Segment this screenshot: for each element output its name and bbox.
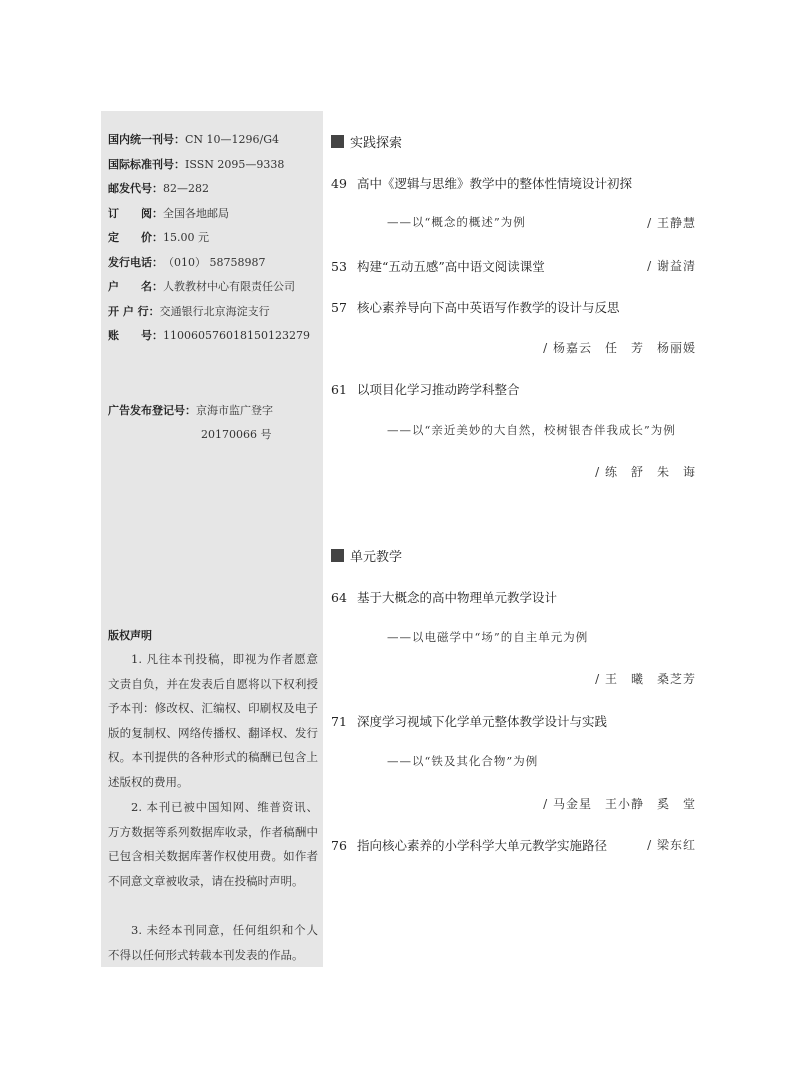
toc-subtitle: ——以“铁及其化合物”为例 — [387, 754, 539, 768]
toc-entry[interactable]: 49 高中《逻辑与思维》教学中的整体性情境设计初探 — [331, 176, 633, 191]
info-price: 定 价：15.00 元 — [108, 231, 209, 244]
copyright-paragraph-3: 3. 未经本刊同意，任何组织和个人不得以任何形式转载本刊发表的作品。 — [108, 923, 318, 962]
info-ad-registration-number: 20170066 号 — [201, 428, 272, 441]
toc-author: / 杨嘉云 任 芳 杨丽媛 — [543, 341, 696, 355]
toc-entry[interactable]: 71 深度学习视域下化学单元整体教学设计与实践 — [331, 714, 608, 729]
toc-entry[interactable]: 57 核心素养导向下高中英语写作教学的设计与反思 — [331, 300, 620, 315]
info-cn-number: 国内统一刊号：CN 10—1296/G4 — [108, 133, 280, 146]
copyright-paragraph-1: 1. 凡往本刊投稿，即视为作者愿意文责自负，并在发表后自愿将以下权利授予本刊：修改权、汇编权、印刷权及电子版的复制权、网络传播权、翻译权、发行权。本刊提供的各种形式的稿酬已包含上述版权的费用。 — [108, 652, 318, 789]
info-bank: 开 户 行：交通银行北京海淀支行 — [108, 305, 270, 318]
section-header-practice: 实践探索 — [331, 132, 402, 151]
toc-author: / 谢益清 — [647, 259, 696, 273]
info-ad-registration: 广告发布登记号：京海市监广登字 — [108, 404, 273, 417]
toc-author: / 马金星 王小静 奚 堂 — [543, 797, 696, 811]
section-square-icon — [331, 549, 344, 562]
toc-entry[interactable]: 61 以项目化学习推动跨学科整合 — [331, 382, 520, 397]
info-issn: 国际标准刊号：ISSN 2095—9338 — [108, 158, 285, 171]
toc-entry[interactable]: 76 指向核心素养的小学科学大单元教学实施路径 — [331, 838, 608, 853]
toc-author: / 练 舒 朱 诲 — [595, 465, 696, 479]
info-phone: 发行电话：（010） 58758987 — [108, 256, 266, 269]
toc-entry[interactable]: 53 构建“五动五感”高中语文阅读课堂 — [331, 259, 545, 274]
copyright-title: 版权声明 — [108, 629, 152, 642]
toc-entry[interactable]: 64 基于大概念的高中物理单元教学设计 — [331, 590, 558, 605]
info-account-number: 账 号：110060576018150123279 — [108, 329, 310, 342]
toc-author: / 王 曦 桑芝芳 — [595, 672, 696, 686]
info-postal-code: 邮发代号：82—282 — [108, 182, 209, 195]
toc-subtitle: ——以电磁学中“场”的自主单元为例 — [387, 630, 589, 644]
info-account-name: 户 名：人教教材中心有限责任公司 — [108, 280, 295, 293]
sidebar-panel — [101, 111, 323, 967]
info-subscription: 订 阅：全国各地邮局 — [108, 207, 229, 220]
toc-author: / 梁东红 — [647, 838, 696, 852]
copyright-paragraph-2: 2. 本刊已被中国知网、维普资讯、万方数据等系列数据库收录，作者稿酬中已包含相关数据库著作权使用费。如作者不同意文章被收录，请在投稿时声明。 — [108, 800, 318, 888]
toc-subtitle: ——以“亲近美妙的大自然，校树银杏伴我成长”为例 — [387, 423, 676, 437]
toc-subtitle: ——以“概念的概述”为例 — [387, 215, 526, 229]
section-header-unit-teaching: 单元教学 — [331, 546, 402, 565]
toc-author: / 王静慧 — [647, 216, 696, 230]
section-square-icon — [331, 135, 344, 148]
